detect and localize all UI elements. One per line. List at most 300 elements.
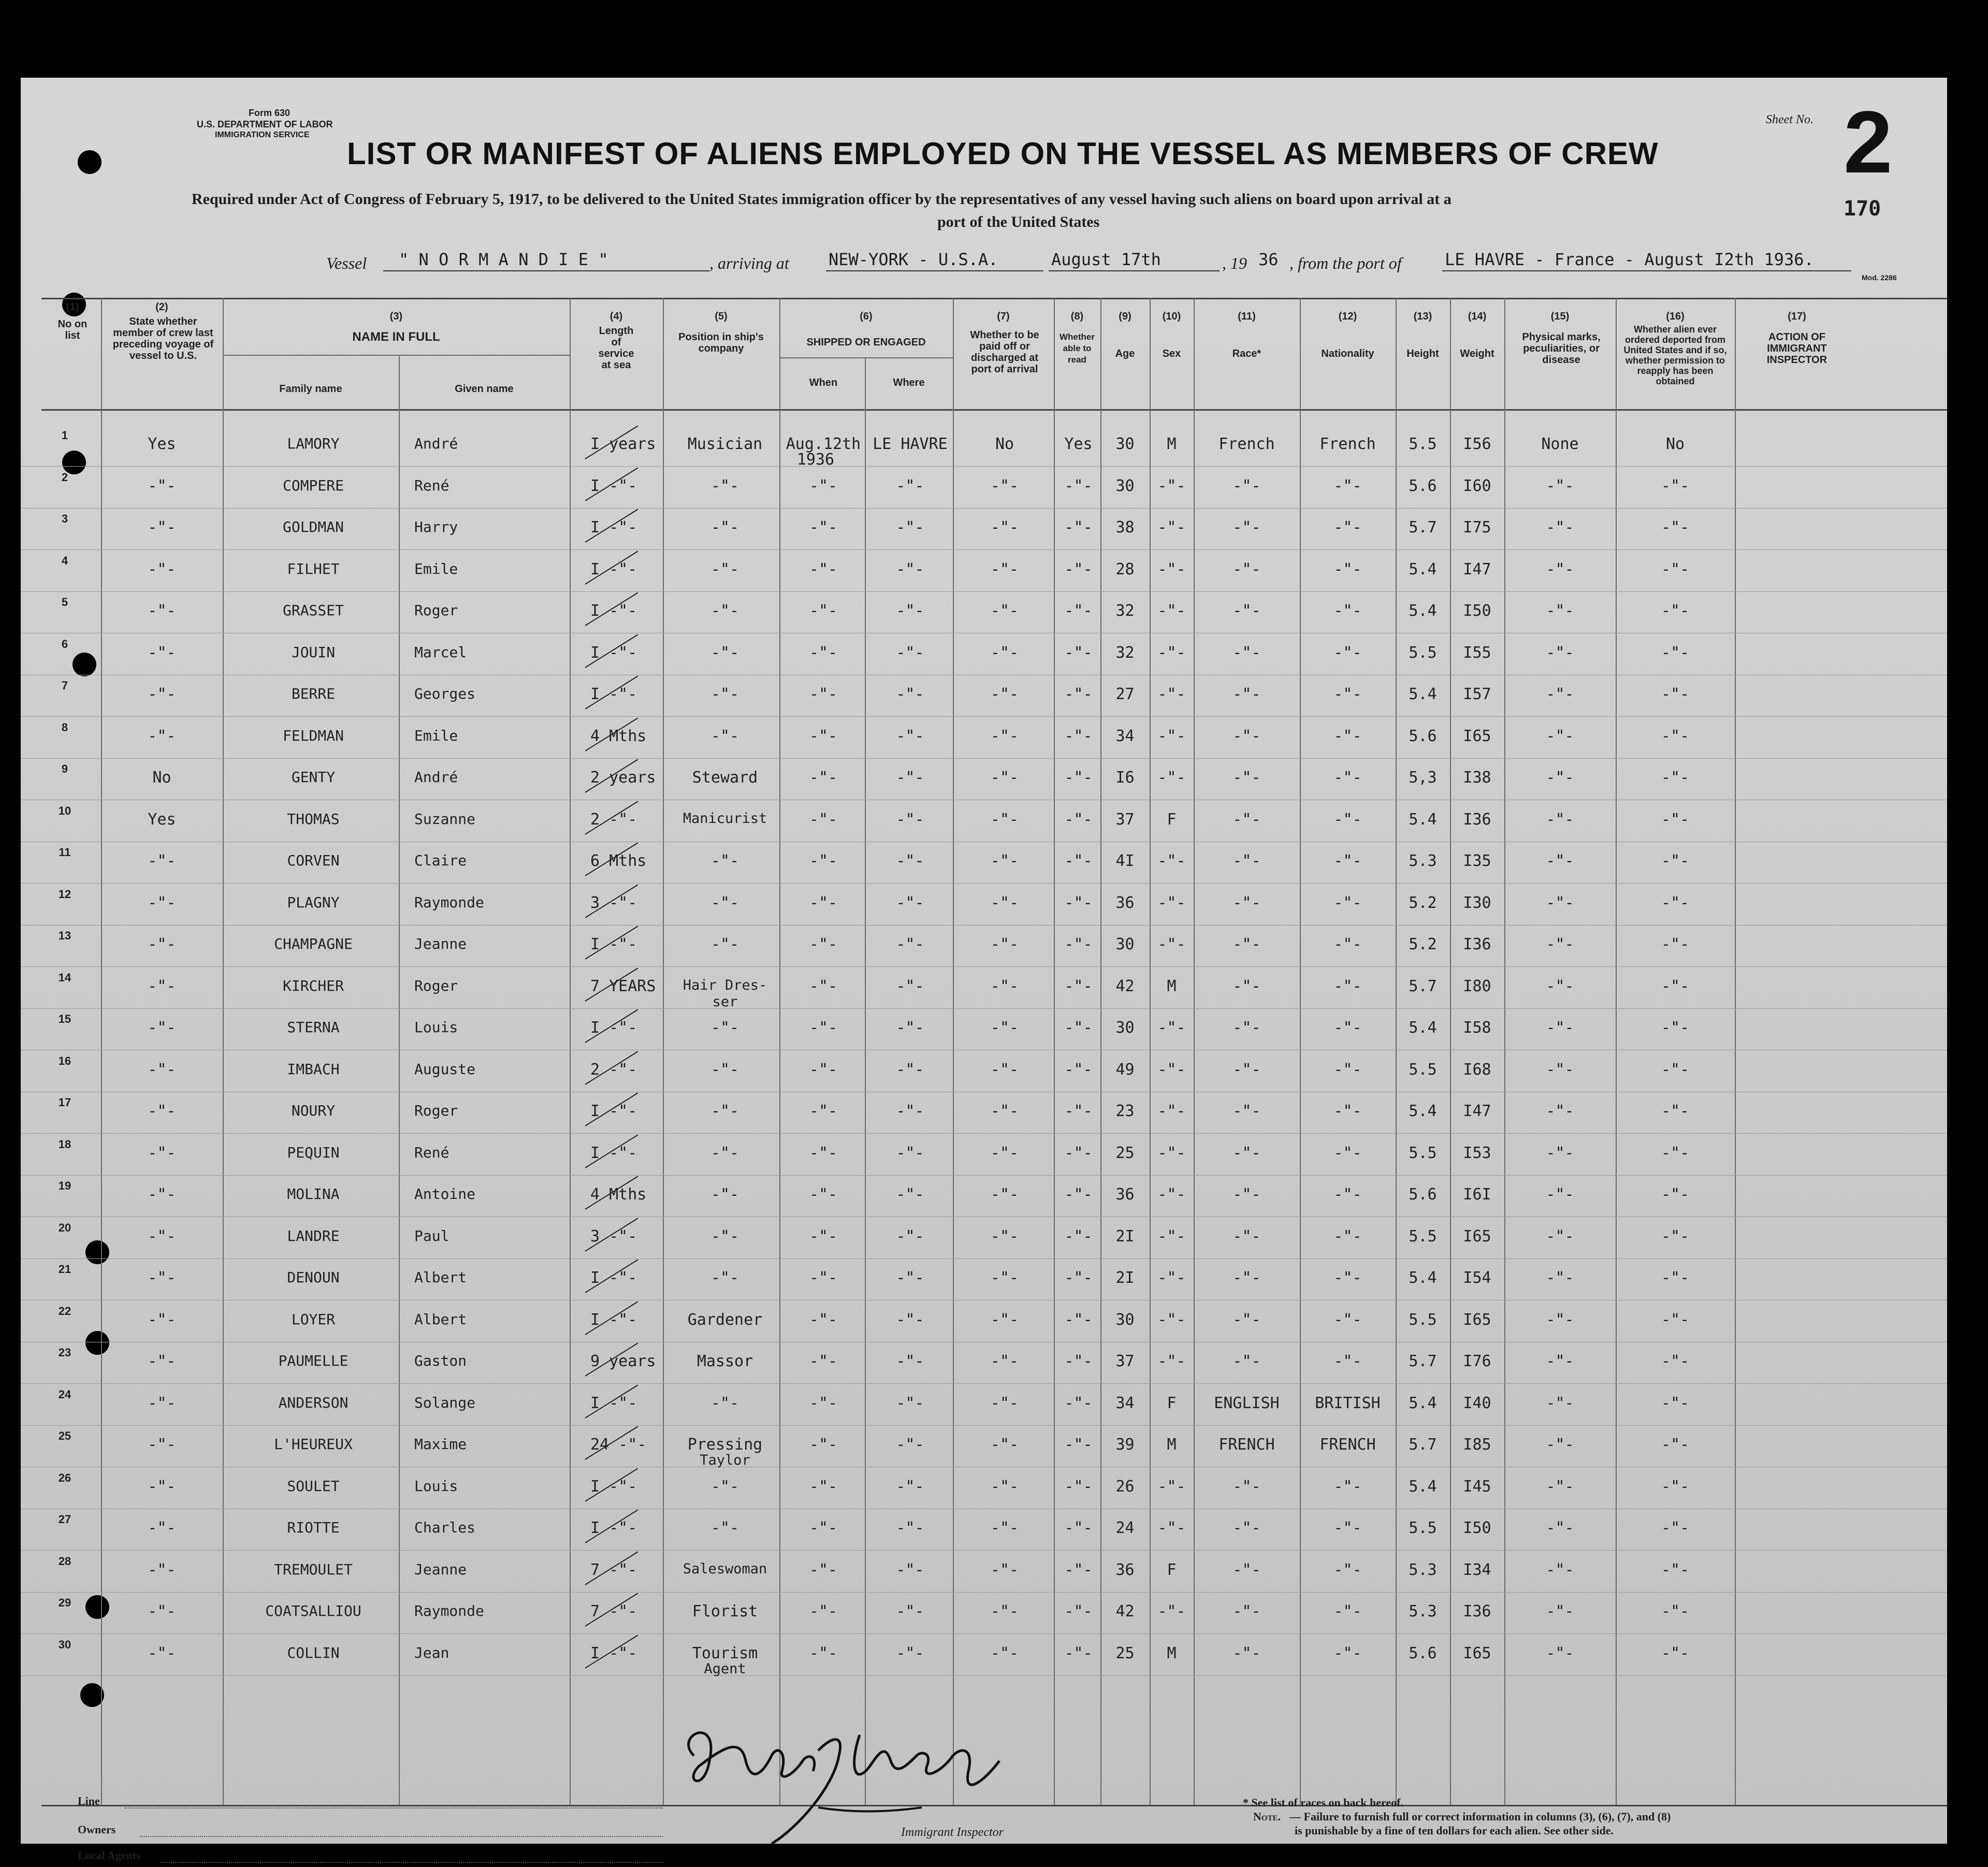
age-cell: 36 (1115, 1185, 1135, 1204)
row-rule (21, 966, 1947, 967)
row-rule (21, 1675, 1947, 1676)
shipped-when-cell: -"- (809, 1269, 838, 1287)
weight-cell: I30 (1463, 893, 1491, 912)
able-to-read-cell: -"- (1064, 1477, 1093, 1496)
shipped-where-cell: -"- (896, 1019, 924, 1037)
nationality-cell: -"- (1333, 1644, 1362, 1662)
nationality-cell: -"- (1333, 1102, 1362, 1120)
weight-cell: I55 (1463, 643, 1491, 662)
sex-cell: -"- (1157, 852, 1186, 870)
weight-cell: I65 (1463, 1227, 1491, 1246)
height-cell: 5.2 (1409, 935, 1437, 953)
row-rule (21, 1175, 1947, 1176)
given-name-cell: Paul (414, 1227, 449, 1244)
note-label: Note. (1253, 1810, 1281, 1823)
paid-off-cell: -"- (990, 1227, 1019, 1246)
position-cell: Massor (696, 1352, 753, 1370)
prev-voyage-cell: -"- (148, 852, 176, 870)
prev-voyage-cell: -"- (148, 727, 176, 745)
given-name-cell: André (414, 769, 458, 786)
col-rule (1735, 298, 1736, 1805)
year-prefix: , 19 (1222, 254, 1247, 272)
shipped-where-cell: -"- (896, 1436, 924, 1454)
paid-off-cell: -"- (990, 1019, 1019, 1037)
prev-voyage-cell: -"- (148, 1394, 176, 1412)
given-name-cell: Louis (414, 1019, 458, 1036)
family-name-cell: LAMORY (287, 435, 340, 452)
weight-cell: I50 (1463, 1519, 1491, 1537)
physical-marks-cell: -"- (1546, 560, 1574, 578)
deported-cell: -"- (1661, 727, 1690, 745)
able-to-read-cell: -"- (1064, 1102, 1093, 1120)
family-name-cell: CHAMPAGNE (274, 935, 353, 952)
position-cell: -"- (710, 935, 739, 953)
age-cell: 32 (1115, 643, 1135, 662)
deported-cell: -"- (1661, 1519, 1690, 1537)
vessel-underline (383, 270, 709, 271)
inspector-label: Immigrant Inspector (901, 1826, 1004, 1839)
family-name-cell: GRASSET (282, 602, 344, 619)
physical-marks-cell: -"- (1546, 810, 1574, 829)
race-cell: -"- (1232, 1602, 1261, 1620)
age-cell: 30 (1115, 1019, 1135, 1037)
race-cell: -"- (1232, 893, 1261, 912)
position-cell: -"- (710, 518, 739, 537)
col-rule (399, 355, 400, 1805)
deported-cell: No (1665, 435, 1685, 453)
shipped-when-cell: -"- (809, 1352, 838, 1370)
given-name-cell: Raymonde (414, 893, 484, 911)
paid-off-cell: -"- (990, 1560, 1019, 1579)
deported-cell: -"- (1661, 1227, 1690, 1246)
prev-voyage-cell: -"- (148, 643, 176, 662)
nationality-cell: -"- (1333, 1310, 1362, 1329)
service-length-cell: 2 years (590, 769, 656, 787)
family-name-cell: LOYER (291, 1310, 336, 1328)
arriving-underline (826, 270, 1043, 271)
shipped-when-cell: -"- (809, 1477, 838, 1496)
paid-off-cell: -"- (990, 1394, 1019, 1412)
owners-fill (140, 1836, 663, 1837)
sex-cell: -"- (1157, 685, 1186, 703)
nationality-cell: -"- (1333, 518, 1362, 537)
header-col4: Length of service at sea (598, 325, 634, 371)
service-length-cell: 9 years (590, 1352, 656, 1370)
age-cell: 4I (1115, 852, 1135, 870)
shipped-where-cell: -"- (896, 935, 924, 953)
given-name-cell: Jeanne (414, 935, 467, 952)
nationality-cell: -"- (1333, 810, 1362, 829)
shipped-where-cell: -"- (896, 476, 924, 495)
family-name-cell: JOUIN (291, 643, 336, 661)
row-number: 13 (58, 929, 71, 942)
paid-off-cell: -"- (990, 1310, 1019, 1329)
row-number: 10 (58, 804, 71, 817)
able-to-read-cell: Yes (1064, 435, 1093, 453)
able-to-read-cell: -"- (1064, 852, 1093, 870)
age-cell: I6 (1115, 769, 1135, 787)
row-number: 25 (58, 1429, 71, 1442)
height-cell: 5.7 (1409, 977, 1437, 995)
family-name-cell: IMBACH (287, 1060, 340, 1078)
height-cell: 5.5 (1409, 1144, 1437, 1162)
age-cell: 2I (1115, 1269, 1135, 1287)
prev-voyage-cell: -"- (148, 1477, 176, 1496)
given-name-cell: Emile (414, 727, 458, 744)
sex-cell: -"- (1157, 1352, 1186, 1370)
able-to-read-cell: -"- (1064, 727, 1093, 745)
row-number: 12 (58, 887, 71, 901)
sex-cell: -"- (1157, 727, 1186, 745)
prev-voyage-cell: -"- (148, 518, 176, 537)
weight-cell: I80 (1463, 977, 1491, 995)
age-cell: 26 (1115, 1477, 1135, 1496)
prev-voyage-cell: -"- (148, 1227, 176, 1246)
footer-agents-label: Local Agents (78, 1849, 141, 1862)
height-cell: 5.4 (1409, 1102, 1437, 1120)
able-to-read-cell: -"- (1064, 1144, 1093, 1162)
prev-voyage-cell: -"- (148, 1519, 176, 1537)
deported-cell: -"- (1661, 1477, 1690, 1496)
deported-cell: -"- (1661, 1436, 1690, 1454)
family-name-cell: ANDERSON (278, 1394, 349, 1411)
family-name-cell: COLLIN (287, 1644, 340, 1661)
header-col3-given: Given name (455, 383, 514, 395)
nationality-cell: -"- (1333, 769, 1362, 787)
physical-marks-cell: -"- (1546, 1019, 1574, 1037)
shipped-when-cell: -"- (809, 935, 838, 953)
row-rule (21, 508, 1947, 509)
paid-off-cell: -"- (990, 1644, 1019, 1662)
prev-voyage-cell: Yes (148, 810, 176, 829)
header-col16-num: (16) (1666, 311, 1685, 322)
family-name-cell: GOLDMAN (282, 518, 344, 536)
given-name-cell: Maxime (414, 1436, 467, 1453)
punch-hole (78, 150, 101, 174)
shipped-where-cell: LE HAVRE (873, 435, 948, 453)
paid-off-cell: -"- (990, 476, 1019, 495)
service-length-cell: 3 -"- (590, 1227, 637, 1246)
family-name-cell: KIRCHER (282, 977, 344, 994)
shipped-where-cell: -"- (896, 769, 924, 787)
position-cell: Pressing (687, 1436, 763, 1454)
able-to-read-cell: -"- (1064, 1436, 1093, 1454)
shipped-where-cell: -"- (896, 1477, 924, 1496)
header-col1: No on list (57, 319, 88, 341)
deported-cell: -"- (1661, 560, 1690, 578)
shipped-when-cell: Aug.12th (786, 435, 861, 453)
row-rule (21, 758, 1947, 759)
paid-off-cell: -"- (990, 727, 1019, 745)
header-col12-num: (12) (1338, 311, 1357, 322)
weight-cell: I54 (1463, 1269, 1491, 1287)
physical-marks-cell: -"- (1546, 977, 1574, 995)
prev-voyage-cell: -"- (148, 1060, 176, 1079)
race-cell: -"- (1232, 810, 1261, 829)
age-cell: 28 (1115, 560, 1135, 578)
able-to-read-cell: -"- (1064, 1644, 1093, 1662)
row-number: 20 (58, 1221, 71, 1234)
paid-off-cell: -"- (990, 643, 1019, 662)
age-cell: 42 (1115, 977, 1135, 995)
prev-voyage-cell: -"- (148, 1644, 176, 1662)
sex-cell: M (1167, 435, 1177, 453)
race-cell: -"- (1232, 685, 1261, 703)
page-title: LIST OR MANIFEST OF ALIENS EMPLOYED ON THE VESSEL AS MEMBERS OF CREW (347, 136, 1659, 171)
race-cell: -"- (1232, 518, 1261, 537)
row-number: 4 (61, 554, 68, 567)
deported-cell: -"- (1661, 769, 1690, 787)
height-cell: 5.7 (1409, 1352, 1437, 1370)
header-col7: Whether to be paid off or discharged at port of arrival (970, 329, 1039, 375)
header-col13: Height (1406, 348, 1439, 359)
weight-cell: I34 (1463, 1560, 1491, 1579)
sex-cell: -"- (1157, 1102, 1186, 1120)
shipped-when-cell: -"- (809, 518, 838, 537)
nationality-cell: -"- (1333, 977, 1362, 995)
age-cell: 42 (1115, 1602, 1135, 1620)
header-col6: SHIPPED OR ENGAGED (806, 337, 926, 348)
family-name-cell: MOLINA (287, 1185, 340, 1203)
physical-marks-cell: -"- (1546, 935, 1574, 953)
position-cell: -"- (710, 727, 739, 745)
height-cell: 5.4 (1409, 685, 1437, 703)
nationality-cell: -"- (1333, 893, 1362, 912)
weight-cell: I85 (1463, 1436, 1491, 1454)
prev-voyage-cell: Yes (148, 435, 176, 453)
shipped-when-cell: -"- (809, 1644, 838, 1662)
prev-voyage-cell: -"- (148, 1102, 176, 1120)
given-name-cell: Roger (414, 602, 458, 619)
race-cell: -"- (1232, 1310, 1261, 1329)
family-name-cell: GENTY (291, 769, 336, 786)
shipped-where-cell: -"- (896, 1144, 924, 1162)
able-to-read-cell: -"- (1064, 560, 1093, 578)
row-number: 22 (58, 1304, 71, 1318)
race-cell: ENGLISH (1214, 1394, 1280, 1412)
shipped-where-cell: -"- (896, 1602, 924, 1620)
header-col14-num: (14) (1468, 311, 1487, 322)
height-cell: 5.4 (1409, 1019, 1437, 1037)
age-cell: 30 (1115, 935, 1135, 953)
able-to-read-cell: -"- (1064, 518, 1093, 537)
service-length-cell: 6 Mths (590, 852, 647, 870)
deported-cell: -"- (1661, 1102, 1690, 1120)
header-col16: Whether alien ever ordered deported from United States and if so, whether permission to reapply has been obtained (1623, 324, 1727, 386)
row-number: 23 (58, 1346, 71, 1359)
shipped-when-cell: -"- (809, 685, 838, 703)
age-cell: 30 (1115, 476, 1135, 495)
age-cell: 2I (1115, 1227, 1135, 1246)
row-rule (21, 1383, 1947, 1384)
sex-cell: -"- (1157, 643, 1186, 662)
paid-off-cell: No (995, 435, 1014, 453)
height-cell: 5.6 (1409, 1644, 1437, 1662)
prev-voyage-cell: -"- (148, 1185, 176, 1204)
shipped-where-cell: -"- (896, 685, 924, 703)
sex-cell: -"- (1157, 1310, 1186, 1329)
age-cell: 36 (1115, 893, 1135, 912)
race-cell: -"- (1232, 560, 1261, 578)
able-to-read-cell: -"- (1064, 1227, 1093, 1246)
sex-cell: -"- (1157, 769, 1186, 787)
header-col7-num: (7) (997, 311, 1010, 322)
service-length-cell: I -"- (590, 476, 637, 495)
header-col9: Age (1115, 348, 1135, 359)
from-label: , from the port of (1289, 254, 1402, 272)
able-to-read-cell: -"- (1064, 810, 1093, 829)
nationality-cell: -"- (1333, 1019, 1362, 1037)
position-cell: -"- (710, 1519, 739, 1537)
service-length-cell: I -"- (590, 518, 637, 537)
prev-voyage-cell: -"- (148, 1310, 176, 1329)
service-length-cell: 7 -"- (590, 1560, 637, 1579)
able-to-read-cell: -"- (1064, 1560, 1093, 1579)
row-rule (21, 716, 1947, 717)
nationality-cell: -"- (1333, 935, 1362, 953)
service-length-cell: I -"- (590, 1102, 637, 1120)
service-length-cell: I -"- (590, 1144, 637, 1162)
shipped-where-cell: -"- (896, 602, 924, 620)
given-name-cell: Auguste (414, 1060, 476, 1078)
given-name-cell: Jean (414, 1644, 449, 1661)
deported-cell: -"- (1661, 1019, 1690, 1037)
able-to-read-cell: -"- (1064, 643, 1093, 662)
family-name-cell: RIOTTE (287, 1519, 340, 1536)
from-port: LE HAVRE - France - August I2th 1936. (1445, 250, 1814, 269)
nationality-cell: -"- (1333, 1060, 1362, 1079)
shipped-where-cell: -"- (896, 1394, 924, 1412)
race-cell: FRENCH (1218, 1436, 1275, 1454)
height-cell: 5.6 (1409, 1185, 1437, 1204)
shipped-when-cell: -"- (809, 852, 838, 870)
given-name-cell: René (414, 476, 449, 494)
given-name-cell: Jeanne (414, 1560, 467, 1578)
height-cell: 5.5 (1409, 435, 1437, 453)
header-col13-num: (13) (1413, 311, 1432, 322)
physical-marks-cell: -"- (1546, 1560, 1574, 1579)
position-cell: -"- (710, 1269, 739, 1287)
header-col11: Race* (1232, 348, 1261, 359)
deported-cell: -"- (1661, 977, 1690, 995)
physical-marks-cell: -"- (1546, 1602, 1574, 1620)
row-number: 24 (58, 1387, 71, 1401)
shipped-when-year-cell: 1936 (796, 451, 835, 469)
physical-marks-cell: -"- (1546, 1060, 1574, 1079)
sex-cell: -"- (1157, 1019, 1186, 1037)
sex-cell: M (1167, 1644, 1177, 1662)
shipped-when-cell: -"- (809, 1185, 838, 1204)
weight-cell: I68 (1463, 1060, 1491, 1079)
shipped-where-cell: -"- (896, 560, 924, 578)
race-cell: -"- (1232, 476, 1261, 495)
shipped-when-cell: -"- (809, 727, 838, 745)
race-cell: -"- (1232, 1519, 1261, 1537)
prev-voyage-cell: -"- (148, 560, 176, 578)
shipped-when-cell: -"- (809, 810, 838, 829)
service-length-cell: 2 -"- (590, 810, 637, 829)
shipped-where-cell: -"- (896, 1060, 924, 1079)
age-cell: 37 (1115, 810, 1135, 829)
row-number: 8 (61, 720, 68, 734)
race-cell: -"- (1232, 935, 1261, 953)
family-name-cell: PEQUIN (287, 1144, 340, 1161)
sex-cell: -"- (1157, 1060, 1186, 1079)
header-col17-num: (17) (1788, 311, 1806, 322)
deported-cell: -"- (1661, 1144, 1690, 1162)
nationality-cell: FRENCH (1319, 1436, 1376, 1454)
vessel-label: Vessel (326, 254, 367, 272)
form-number: Form 630 (249, 108, 291, 118)
weight-cell: I65 (1463, 727, 1491, 745)
shipped-when-cell: -"- (809, 769, 838, 787)
paid-off-cell: -"- (990, 893, 1019, 912)
sheet-number: 2 (1844, 93, 1893, 192)
height-cell: 5.4 (1409, 602, 1437, 620)
position-cont-cell: Taylor (700, 1452, 750, 1468)
header-col12: Nationality (1321, 348, 1374, 359)
deported-cell: -"- (1661, 1644, 1690, 1662)
height-cell: 5.5 (1409, 1310, 1437, 1329)
able-to-read-cell: -"- (1064, 977, 1093, 995)
shipped-when-cell: -"- (809, 1227, 838, 1246)
age-cell: 39 (1115, 1436, 1135, 1454)
physical-marks-cell: -"- (1546, 685, 1574, 703)
race-cell: -"- (1232, 1144, 1261, 1162)
agents-fill (161, 1862, 663, 1863)
deported-cell: -"- (1661, 1185, 1690, 1204)
service-length-cell: I -"- (590, 1269, 637, 1287)
sex-cell: M (1167, 977, 1177, 995)
age-cell: 34 (1115, 1394, 1135, 1412)
header-col1-num: (1) (66, 301, 79, 313)
header-col9-num: (9) (1119, 311, 1131, 322)
able-to-read-cell: -"- (1064, 1269, 1093, 1287)
race-cell: -"- (1232, 1102, 1261, 1120)
service-length-cell: I -"- (590, 1644, 637, 1662)
given-name-cell: Roger (414, 1102, 458, 1119)
punch-hole (85, 1331, 109, 1355)
able-to-read-cell: -"- (1064, 1519, 1093, 1537)
shipped-when-cell: -"- (809, 1019, 838, 1037)
row-number: 17 (58, 1096, 71, 1109)
weight-cell: I65 (1463, 1310, 1491, 1329)
race-cell: -"- (1232, 727, 1261, 745)
weight-cell: I56 (1463, 435, 1491, 453)
height-cell: 5.4 (1409, 560, 1437, 578)
header-col15: Physical marks, peculiarities, or disease (1522, 331, 1601, 366)
race-cell: -"- (1232, 643, 1261, 662)
shipped-where-cell: -"- (896, 643, 924, 662)
given-name-cell: André (414, 435, 458, 452)
header-col6-num: (6) (860, 311, 873, 322)
service-length-cell: I -"- (590, 1519, 637, 1537)
note-text1: — Failure to furnish full or correct information in columns (3), (6), (7), and (8) (1289, 1810, 1671, 1823)
family-name-cell: THOMAS (287, 810, 340, 828)
shipped-where-cell: -"- (896, 1352, 924, 1370)
service-length-cell: I -"- (590, 643, 637, 662)
prev-voyage-cell: -"- (148, 935, 176, 953)
position-cell: -"- (710, 602, 739, 620)
deported-cell: -"- (1661, 1352, 1690, 1370)
height-cell: 5.2 (1409, 893, 1437, 912)
vessel-name: " N O R M A N D I E " (399, 250, 608, 269)
prev-voyage-cell: -"- (148, 1269, 176, 1287)
physical-marks-cell: -"- (1546, 518, 1574, 537)
sex-cell: -"- (1157, 1185, 1186, 1204)
shipped-where-cell: -"- (896, 1560, 924, 1579)
row-number: 30 (58, 1638, 71, 1651)
